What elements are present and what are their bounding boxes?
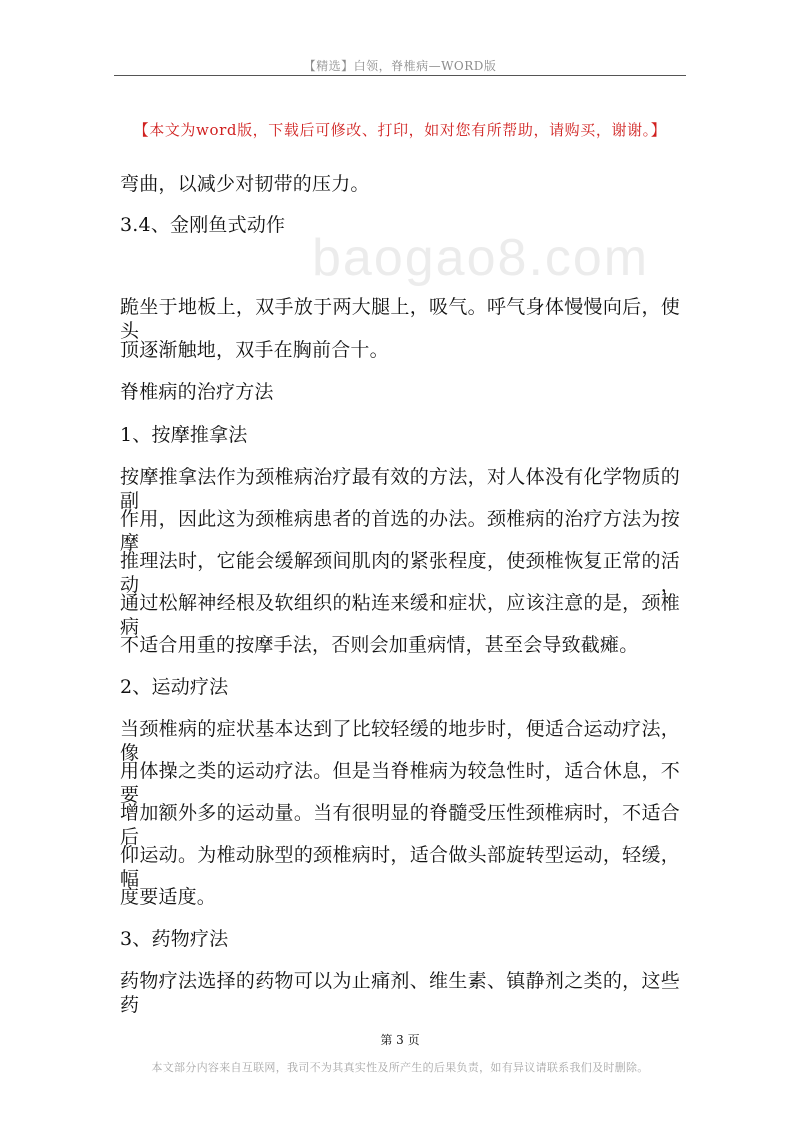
body-line: 仰运动。为椎动脉型的颈椎病时，适合做头部旋转型运动，轻缓，幅 [120, 844, 680, 890]
body-line: 药物疗法选择的药物可以为止痛剂、维生素、镇静剂之类的，这些药 [120, 970, 680, 1016]
header-divider [114, 75, 686, 76]
body-line: 度要适度。 [120, 886, 217, 908]
body-line: 跪坐于地板上，双手放于两大腿上，吸气。呼气身体慢慢向后，使头 [120, 296, 680, 342]
body-line: 推理法时，它能会缓解颈间肌肉的紧张程度，使颈椎恢复正常的活动， [120, 550, 680, 596]
body-line: 不适合用重的按摩手法，否则会加重病情，甚至会导致截瘫。 [120, 634, 639, 656]
download-notice: 【本文为word版，下载后可修改、打印，如对您有所帮助，请购买，谢谢。】 [133, 121, 667, 139]
body-line: 顶逐渐触地，双手在胸前合十。 [120, 339, 389, 361]
body-line: 通过松解神经根及软组织的粘连来缓和症状，应该注意的是，颈椎病 [120, 592, 680, 638]
page-header: 【精选】白领，脊椎病—WORD版 [303, 59, 497, 73]
body-line: 弯曲，以减少对韧带的压力。 [120, 173, 370, 195]
page-number: 第 3 页 [380, 1033, 420, 1047]
section-heading: 1、按摩推拿法 [120, 424, 248, 446]
body-line: 当颈椎病的症状基本达到了比较轻缓的地步时，便适合运动疗法，像 [120, 718, 680, 764]
section-heading: 2、运动疗法 [120, 676, 229, 698]
watermark: baogao8.com [312, 229, 650, 287]
section-heading: 3、药物疗法 [120, 928, 229, 950]
footer-disclaimer: 本文部分内容来自互联网，我司不为其真实性及所产生的后果负责，如有异议请联系我们及时删除。 [151, 1061, 649, 1074]
body-line: 用体操之类的运动疗法。但是当脊椎病为较急性时，适合休息，不要 [120, 760, 680, 806]
body-line: 作用，因此这为颈椎病患者的首选的办法。颈椎病的治疗方法为按摩 [120, 508, 680, 554]
section-heading: 3.4、金刚鱼式动作 [120, 214, 286, 236]
body-line: 按摩推拿法作为颈椎病治疗最有效的方法，对人体没有化学物质的副 [120, 466, 680, 512]
body-line: 增加额外多的运动量。当有很明显的脊髓受压性颈椎病时，不适合后 [120, 802, 680, 848]
section-heading: 脊椎病的治疗方法 [120, 381, 274, 403]
